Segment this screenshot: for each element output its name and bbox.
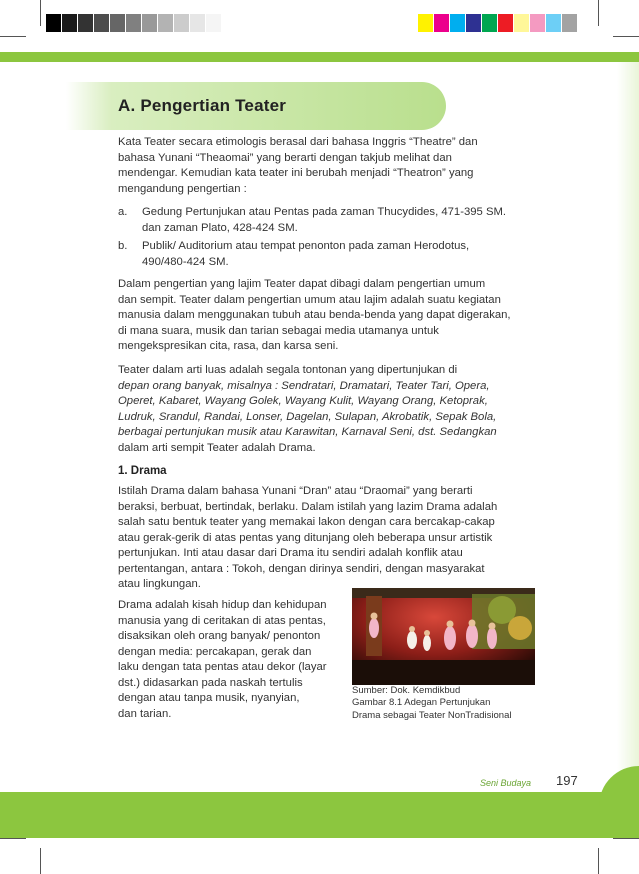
text-line: berbagai pertunjukan musik atau Karawitan, Karnaval Seni, dst. Sedangkan xyxy=(118,426,497,438)
text-line: mengekspresikan cita, rasa, dan karsa seni. xyxy=(118,340,339,352)
text-line: 490/480-424 SM. xyxy=(142,255,229,268)
text-line: Teater dalam arti luas adalah segala tontonan yang dipertunjukan di xyxy=(118,364,458,376)
crop-mark xyxy=(613,36,639,37)
text-line: bahasa Yunani “Theaomai” yang berarti dengan takjub melihat dan xyxy=(118,151,452,164)
text-line: dan tarian. xyxy=(118,707,172,720)
text-line: dan sempit. Teater dalam pengertian umum atau lajim adalah suatu kegiatan xyxy=(118,293,501,306)
text-line: Gedung Pertunjukan atau Pentas pada zaman Thucydides, 471-395 SM. xyxy=(142,206,507,218)
figure-source: Sumber: Dok. Kemdikbud xyxy=(352,685,461,696)
crop-mark xyxy=(598,0,599,26)
top-green-band xyxy=(0,52,639,62)
crop-mark xyxy=(0,36,26,37)
text-line: dan zaman Plato, 428-424 SM. xyxy=(142,221,298,234)
text-line: depan orang banyak, misalnya : Sendratari, Dramatari, Teater Tari, Opera, xyxy=(118,379,490,392)
text-line: laku dengan tata pentas atau dekor (layar xyxy=(118,661,327,673)
footer-book-title: Seni Budaya xyxy=(480,778,532,788)
text-line: Publik/ Auditorium atau tempat penonton pada zaman Herodotus, xyxy=(142,240,470,252)
text-line: atau gerak-gerik di atas pentas yang ditunjang oleh beberapa unsur artistik xyxy=(118,531,493,544)
bottom-green-band xyxy=(0,792,639,838)
text-line: Istilah Drama dalam bahasa Yunani “Dran” atau “Draomai” yang berarti xyxy=(118,485,473,497)
text-line: di mana suara, musik dan tarian sebagai media utamanya untuk xyxy=(118,324,439,337)
text-line: mendengar. Kemudian kata teater ini berubah menjadi “Theatron” yang xyxy=(118,167,474,179)
crop-mark xyxy=(40,0,41,26)
grayscale-color-bar xyxy=(46,14,222,32)
text-line: disaksikan oleh orang banyak/ penonton xyxy=(118,630,321,642)
text-line: dst.) didasarkan pada naskah tertulis xyxy=(118,676,303,689)
subsection-title: 1. Drama xyxy=(118,465,167,477)
text-line: Kata Teater secara etimologis berasal dari bahasa Inggris “Theatre” dan xyxy=(118,136,478,148)
crop-mark xyxy=(598,848,599,874)
text-line: mengandung pengertian : xyxy=(118,182,247,195)
bottom-corner-curve xyxy=(599,766,639,838)
stage-scene-illustration xyxy=(352,588,535,685)
caption-line: Drama sebagai Teater NonTradisional xyxy=(352,709,512,721)
text-line: manusia yang di ceritakan di atas pentas, xyxy=(118,614,326,627)
crop-mark xyxy=(0,838,26,839)
crop-mark xyxy=(40,848,41,874)
text-line: atau lingkungan. xyxy=(118,578,201,590)
drama-story-paragraph xyxy=(118,598,344,722)
text-line: dengan media: percakapan, gerak dan xyxy=(118,645,312,658)
crop-mark xyxy=(613,838,639,839)
cmyk-color-bar xyxy=(418,14,578,32)
text-line: beraksi, berbuat, bertindak, berlaku. Dalam istilah yang lazim Drama adalah xyxy=(118,500,498,513)
text-line: pertunjukan. Inti atau dasar dari Drama itu sendiri adalah konflik atau xyxy=(118,547,463,559)
general-definition-paragraph xyxy=(118,277,536,355)
text-line: Drama adalah kisah hidup dan kehidupan xyxy=(118,599,327,611)
text-line: Operet, Kabaret, Wayang Golek, Wayang Kulit, Wayang Orang, Ketoprak, xyxy=(118,395,488,407)
text-line: manusia dalam menggunakan tubuh atau benda-benda yang dapat digerakan, xyxy=(118,309,511,321)
caption-line: Gambar 8.1 Adegan Pertunjukan xyxy=(352,697,491,708)
drama-performance-photo xyxy=(352,588,535,685)
text-line: dengan atau tanpa musik, nyanyian, xyxy=(118,692,300,704)
list-marker: b. xyxy=(118,240,128,252)
section-title: A. Pengertian Teater xyxy=(118,96,287,115)
figure-caption xyxy=(352,697,542,722)
intro-paragraph xyxy=(118,135,536,197)
text-line: salah satu bentuk teater yang memakai lakon dengan cara bercakap-cakap xyxy=(118,516,495,528)
drama-definition-paragraph xyxy=(118,484,536,593)
text-line: Ludruk, Srandul, Randai, Lonser, Dagelan, Sulapan, Akrobatik, Sepak Bola, xyxy=(118,410,497,423)
broad-definition-paragraph xyxy=(118,363,536,456)
list-marker: a. xyxy=(118,206,128,218)
right-margin-band xyxy=(617,62,639,792)
page-number: 197 xyxy=(556,773,578,788)
text-line: pertentangan, antara : Tokoh, dengan dirinya sendiri, dengan masyarakat xyxy=(118,562,485,575)
text-line: dalam arti sempit Teater adalah Drama. xyxy=(118,441,316,454)
text-line: Dalam pengertian yang lajim Teater dapat dibagi dalam pengertian umum xyxy=(118,278,486,290)
